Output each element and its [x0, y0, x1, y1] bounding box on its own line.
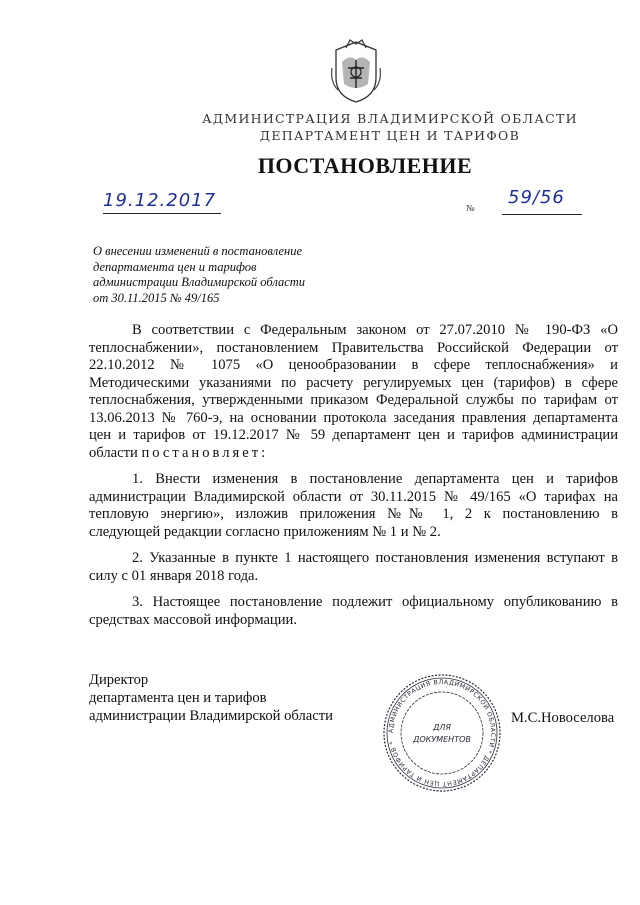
subject-line: администрации Владимирской области: [93, 275, 306, 289]
item-3-line: 3. Настоящее постановление подлежит официальному опубликованию в: [132, 594, 618, 610]
stamp-ring-text: АДМИНИСТРАЦИЯ ВЛАДИМИРСКОЙ ОБЛАСТИ * ДЕПАРТАМЕНТ ЦЕН И ТАРИФОВ *: [387, 678, 497, 788]
number-underline: [502, 214, 582, 215]
item-2-line: силу с 01 января 2018 года.: [89, 567, 259, 584]
preamble-line: 22.10.2012 № 1075 «О ценообразовании в сфере теплоснабжения» и: [89, 357, 618, 373]
item-1-line: следующей редакции согласно приложениям № 1 и № 2.: [89, 523, 441, 540]
stamp-center-line-2: ДОКУМЕНТОВ: [413, 735, 471, 744]
subject-line: О внесении изменений в постановление: [93, 244, 303, 258]
item-1-line: 1. Внести изменения в постановление департамента цен и тарифов: [132, 471, 618, 487]
signer-position-line: департамента цен и тарифов: [89, 690, 267, 706]
signer-position-line: администрации Владимирской области: [89, 708, 333, 724]
preamble-line: В соответствии с Федеральным законом от 27.07.2010 № 190-ФЗ «О: [132, 322, 618, 338]
organization-line-2: ДЕПАРТАМЕНТ ЦЕН И ТАРИФОВ: [259, 128, 521, 143]
date-underline: [103, 213, 221, 214]
document-date: 19.12.2017: [103, 190, 217, 211]
subject-line: от 30.11.2015 № 49/165: [93, 290, 220, 305]
number-label: №: [466, 203, 475, 213]
signer-name: М.С.Новоселова: [511, 710, 615, 726]
preamble-line: теплоснабжении», постановлением Правительства Российской Федерации от: [89, 339, 618, 356]
preamble-line: цен и тарифов от 19.12.2017 № 59 департамент цен и тарифов администрации: [89, 427, 618, 443]
stamp-center-line-1: ДЛЯ: [433, 723, 451, 732]
organization-line-1: АДМИНИСТРАЦИЯ ВЛАДИМИРСКОЙ ОБЛАСТИ: [202, 111, 578, 126]
preamble-line: Методическими указаниями по расчету регулируемых цен (тарифов) в сфере: [89, 374, 618, 391]
item-2-line: 2. Указанные в пункте 1 настоящего постановления изменения вступают в: [132, 550, 618, 566]
document-number: 59/56: [508, 187, 565, 208]
preamble-line: 13.06.2013 № 760-э, на основании протокола заседания правления департамента: [89, 409, 618, 426]
subject-line: департамента цен и тарифов: [93, 259, 257, 274]
item-3-line: средствах массовой информации.: [89, 611, 298, 628]
resolve-line: [89, 445, 618, 462]
official-stamp: [381, 672, 503, 794]
signer-position-line: Директор: [89, 672, 149, 688]
document-title: ПОСТАНОВЛЕНИЕ: [257, 153, 473, 178]
preamble-line: теплоснабжения, утвержденными приказом Федеральной службы по тарифам от: [89, 392, 618, 408]
coat-of-arms-emblem: [328, 38, 384, 104]
item-1-line: администрации Владимирской области от 30.11.2015 № 49/165 «О тарифах на: [89, 488, 618, 505]
resolve-prefix: области: [89, 444, 142, 461]
item-1-line: тепловую энергию», изложив приложения №№ 1, 2 к постановлению в: [89, 506, 618, 522]
resolve-word: постановляет:: [141, 444, 269, 461]
